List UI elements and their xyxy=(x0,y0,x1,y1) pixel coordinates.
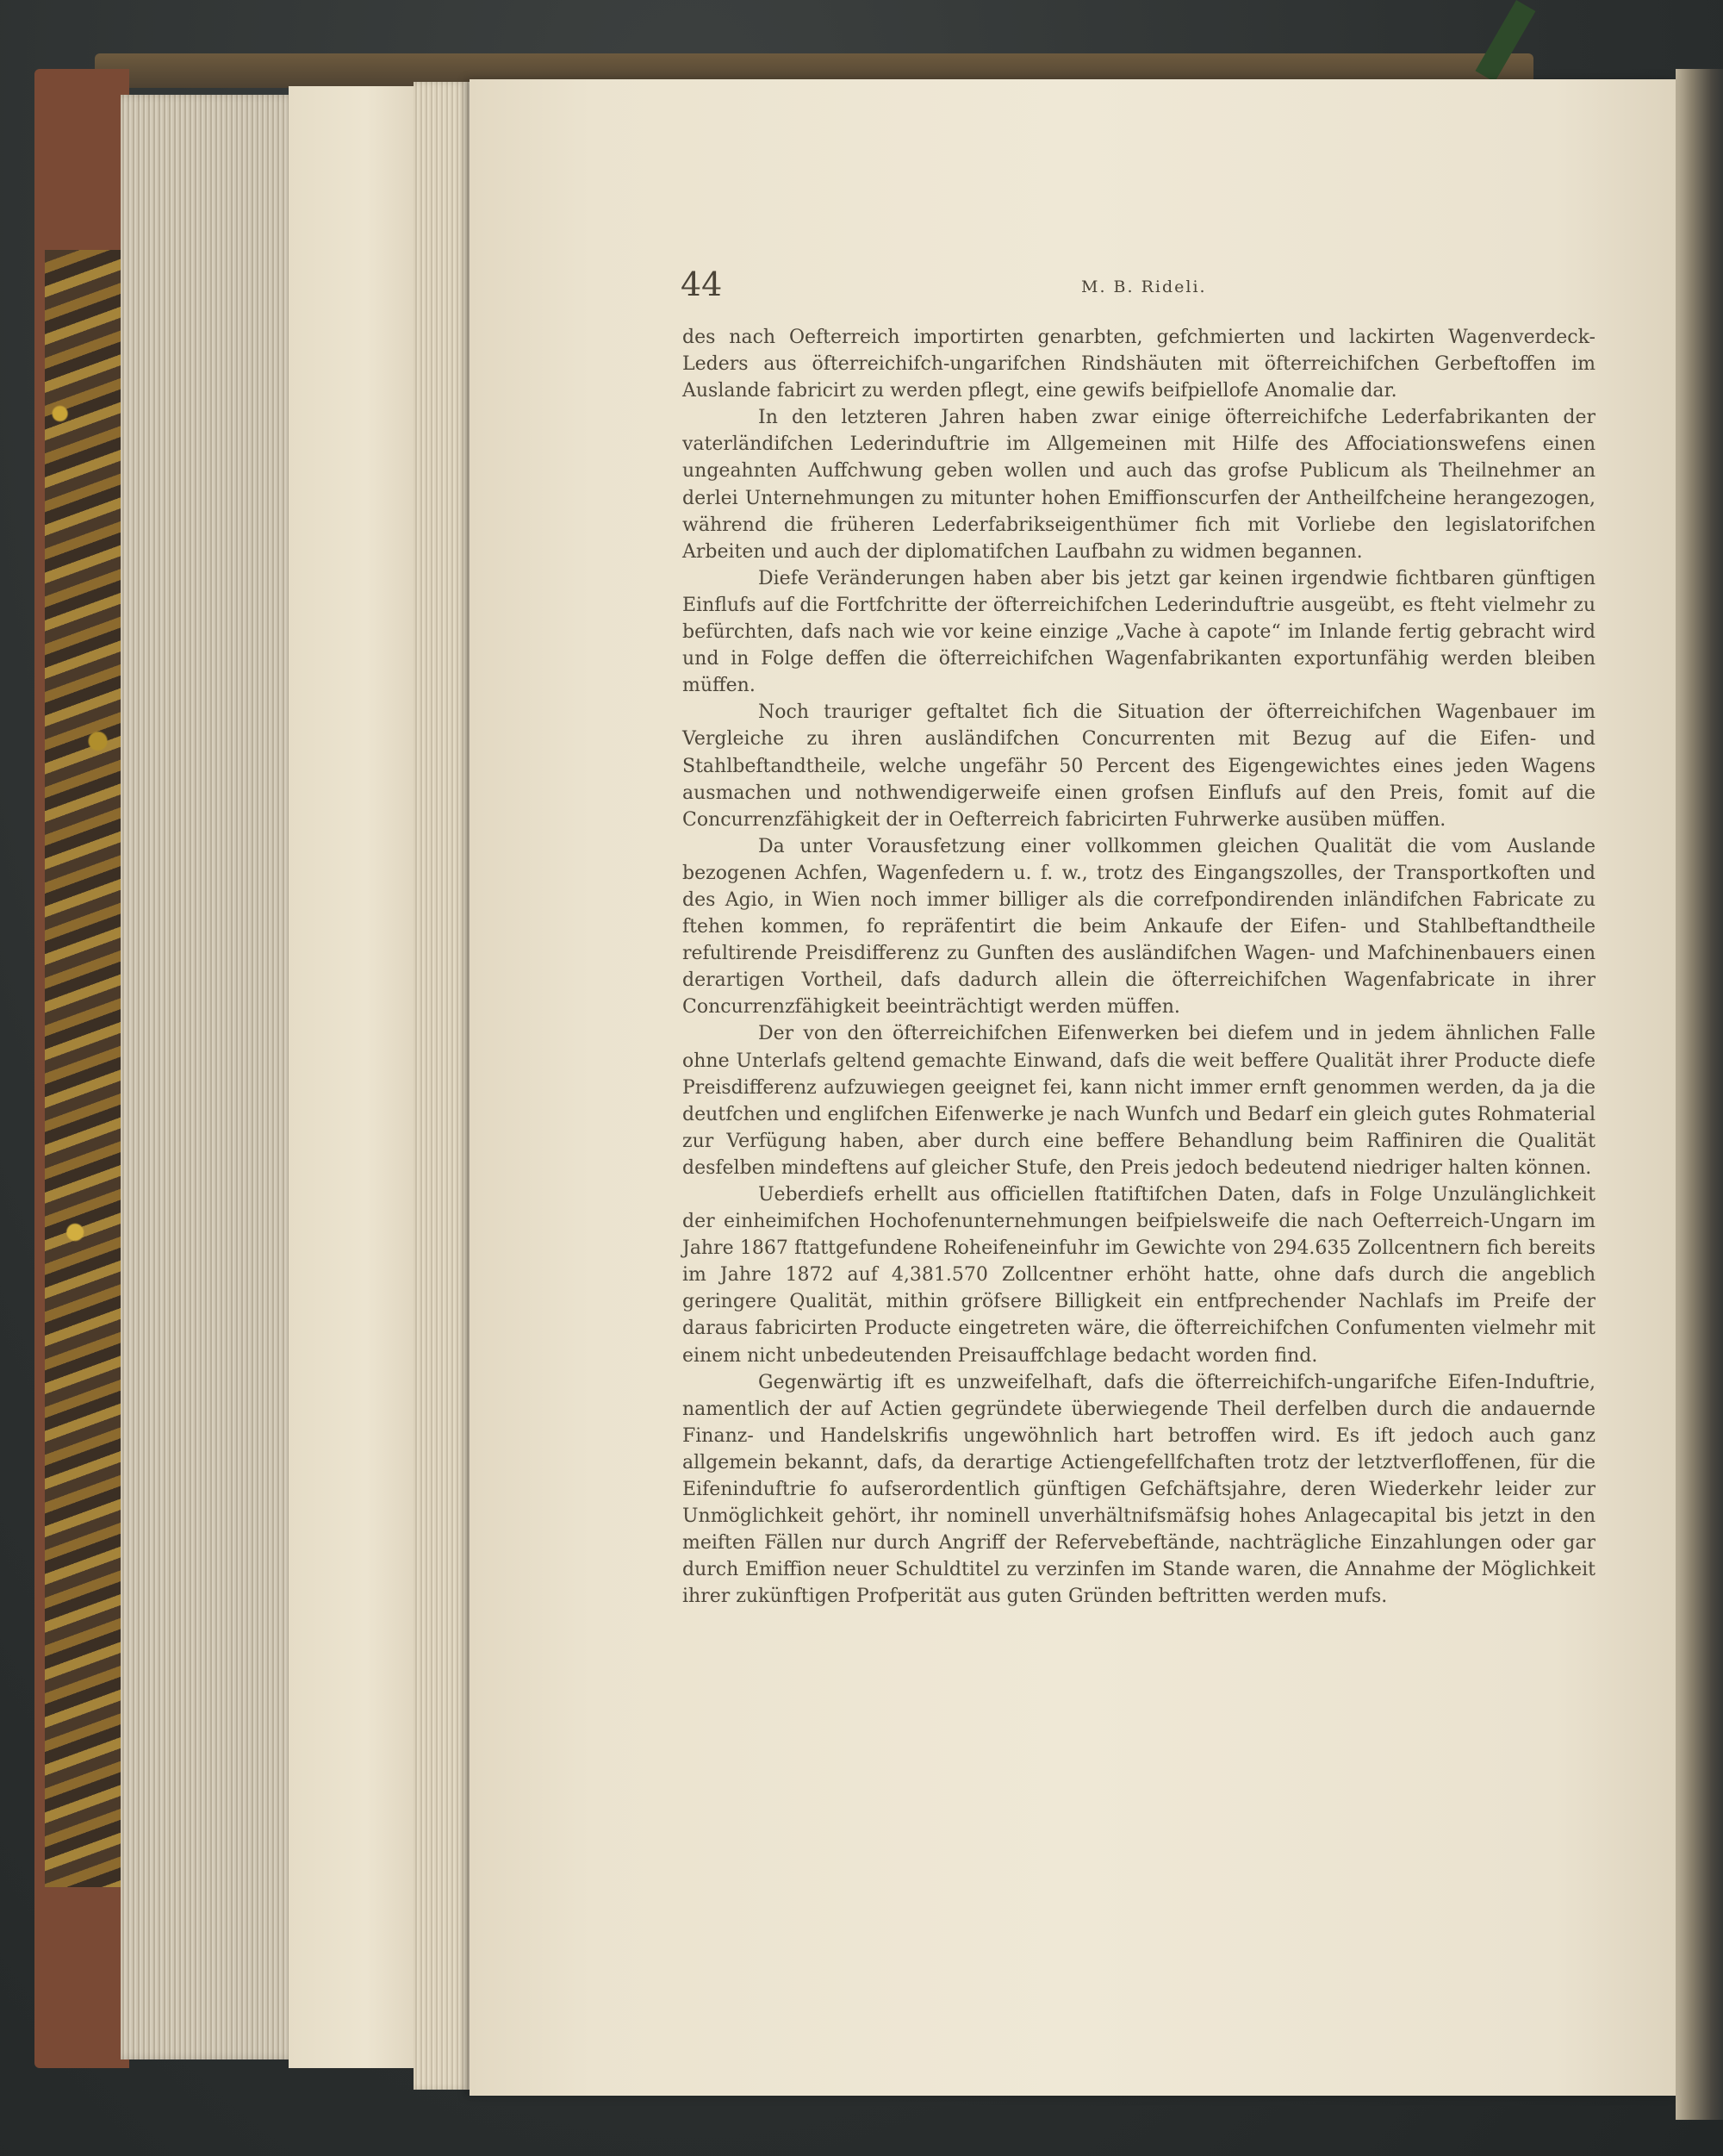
paragraph-4: Noch trauriger geftaltet fich die Situation der öfterreichifchen Wagenbauer im Vergleiche zu ihren ausländifchen Concurrenten mit Bezug auf die Eifen- und Stahlbeftandtheile, welche ungefähr 50 Percent des Eigengewichtes eines jeden Wagens ausmachen und nothwendigerweife einen grofsen Einflufs auf den Preis, fomit auf die Concurrenzfähigkeit der in Oefterreich fabricirten Fuhrwerke ausüben müffen. xyxy=(682,701,1595,831)
running-head-author: M. B. Rideli. xyxy=(1081,277,1207,296)
gutter-page-edges xyxy=(414,82,470,2090)
paragraph-2: In den letzteren Jahren haben zwar einige öfterreichifche Lederfabrikanten der vaterländifchen Lederinduftrie im Allgemeinen mit Hilfe des Affociationswefens einen ungeahnten Auffchwung geben wollen und auch das grofse Publicum als Theilnehmer an derlei Unternehmungen zu mitunter hohen Emiffionscurfen der Antheilfcheine herangezogen, während die früheren Lederfabrikseigenthümer fich mit Vorliebe den legislatorifchen Arbeiten und auch der diplomatifchen Laufbahn zu widmen begannen. xyxy=(682,407,1595,563)
paragraph-8: Gegenwärtig ift es unzweifelhaft, dafs die öfterreichifch-ungarifche Eifen-Induftrie, namentlich der auf Actien gegründete überwiegende Theil derfelben durch die andauernde Finanz- und Handelskrifis ungewöhnlich hart betroffen wird. Es ift jedoch auch ganz allgemein bekannt, dafs, da derartige Actiengefellfchaften trotz der letztverfloffenen, für die Eifeninduftrie fo aufserordentlich günftigen Gefchäftsjahre, deren Wiederkehr leider zur Unmöglichkeit gehört, ihr nominell unverhältnifsmäfsig hohes Anlagecapital bis jetzt in den meiften Fällen nur durch Angriff der Refervebeftände, nachträgliche Einzahlungen oder gar durch Emiffion neuer Schuldtitel zu verzinfen im Stande waren, die Annahme der Möglichkeit ihrer zukünftigen Profperität aus guten Gründen beftritten werden mufs. xyxy=(682,1371,1595,1608)
page-number: 44 xyxy=(681,265,723,303)
marbled-endpaper xyxy=(45,250,123,1887)
left-page-stack xyxy=(121,95,299,2059)
paragraph-3: Diefe Veränderungen haben aber bis jetzt gar keinen irgendwie fichtbaren günftigen Einflufs auf die Fortfchritte der öfterreichifchen Lederinduftrie ausgeübt, es fteht vielmehr zu befürchten, dafs nach wie vor keine einzige „Vache à capote“ im Inlande fertig gebracht wird und in Folge deffen die öfterreichifchen Wagenfabrikanten exportunfähig werden bleiben müffen. xyxy=(682,567,1595,697)
paragraph-6: Der von den öfterreichifchen Eifenwerken bei diefem und in jedem ähnlichen Falle ohne Unterlafs geltend gemachte Einwand, dafs die weit beffere Qualität ihrer Producte diefe Preisdifferenz aufzuwiegen geeignet fei, kann nicht immer ernft genommen werden, da ja die deutfchen und englifchen Eifenwerke je nach Wunfch und Bedarf ein gleich gutes Rohmaterial zur Verfügung haben, aber durch eine beffere Behandlung beim Raffiniren die Qualität desfelben mindeftens auf gleicher Stufe, den Preis jedoch bedeutend niedriger halten können. xyxy=(682,1023,1595,1179)
running-head xyxy=(681,265,1232,308)
left-page xyxy=(289,86,419,2068)
paragraph-5: Da unter Vorausfetzung einer vollkommen gleichen Qualität die vom Auslande bezogenen Achfen, Wagenfedern u. f. w., trotz des Eingangszolles, der Transportkoften und des Agio, in Wien noch immer billiger als die correfpondirenden inländifchen Fabricate zu ftehen kommen, fo repräfentirt die beim Ankaufe der Eifen- und Stahlbeftandtheile refultirende Preisdifferenz zu Gunften des ausländifchen Wagen- und Mafchinenbauers einen derartigen Vortheil, dafs dadurch allein die öfterreichifchen Wagenfabricate in ihrer Concurrenzfähigkeit beeinträchtigt werden müffen. xyxy=(682,835,1595,1019)
body-text xyxy=(682,324,1595,1611)
paragraph-1: des nach Oefterreich importirten genarbten, gefchmierten und lackirten Wagenverdeck-Leders aus öfterreichifch-ungarifchen Rindshäuten mit öfterreichifchen Gerbeftoffen im Auslande fabricirt zu werden pflegt, eine gewifs beifpiellofe Anomalie dar. xyxy=(682,327,1595,402)
book-cover-right xyxy=(1676,69,1723,2120)
paragraph-7: Ueberdiefs erhellt aus officiellen ftatiftifchen Daten, dafs in Folge Unzulänglichkeit der einheimifchen Hochofenunternehmungen beifpielsweife die nach Oefterreich-Ungarn im Jahre 1867 ftattgefundene Roheifeneinfuhr im Gewichte von 294.635 Zollcentnern fich bereits im Jahre 1872 auf 4,381.570 Zollcentner erhöht hatte, ohne dafs durch die angeblich geringere Qualität, mithin gröfsere Billigkeit ein entfprechender Nachlafs im Preife der daraus fabricirten Producte eingetreten wäre, die öfterreichifchen Confumenten vielmehr mit einem nicht unbedeutenden Preisauffchlage bedacht worden find. xyxy=(682,1184,1595,1367)
